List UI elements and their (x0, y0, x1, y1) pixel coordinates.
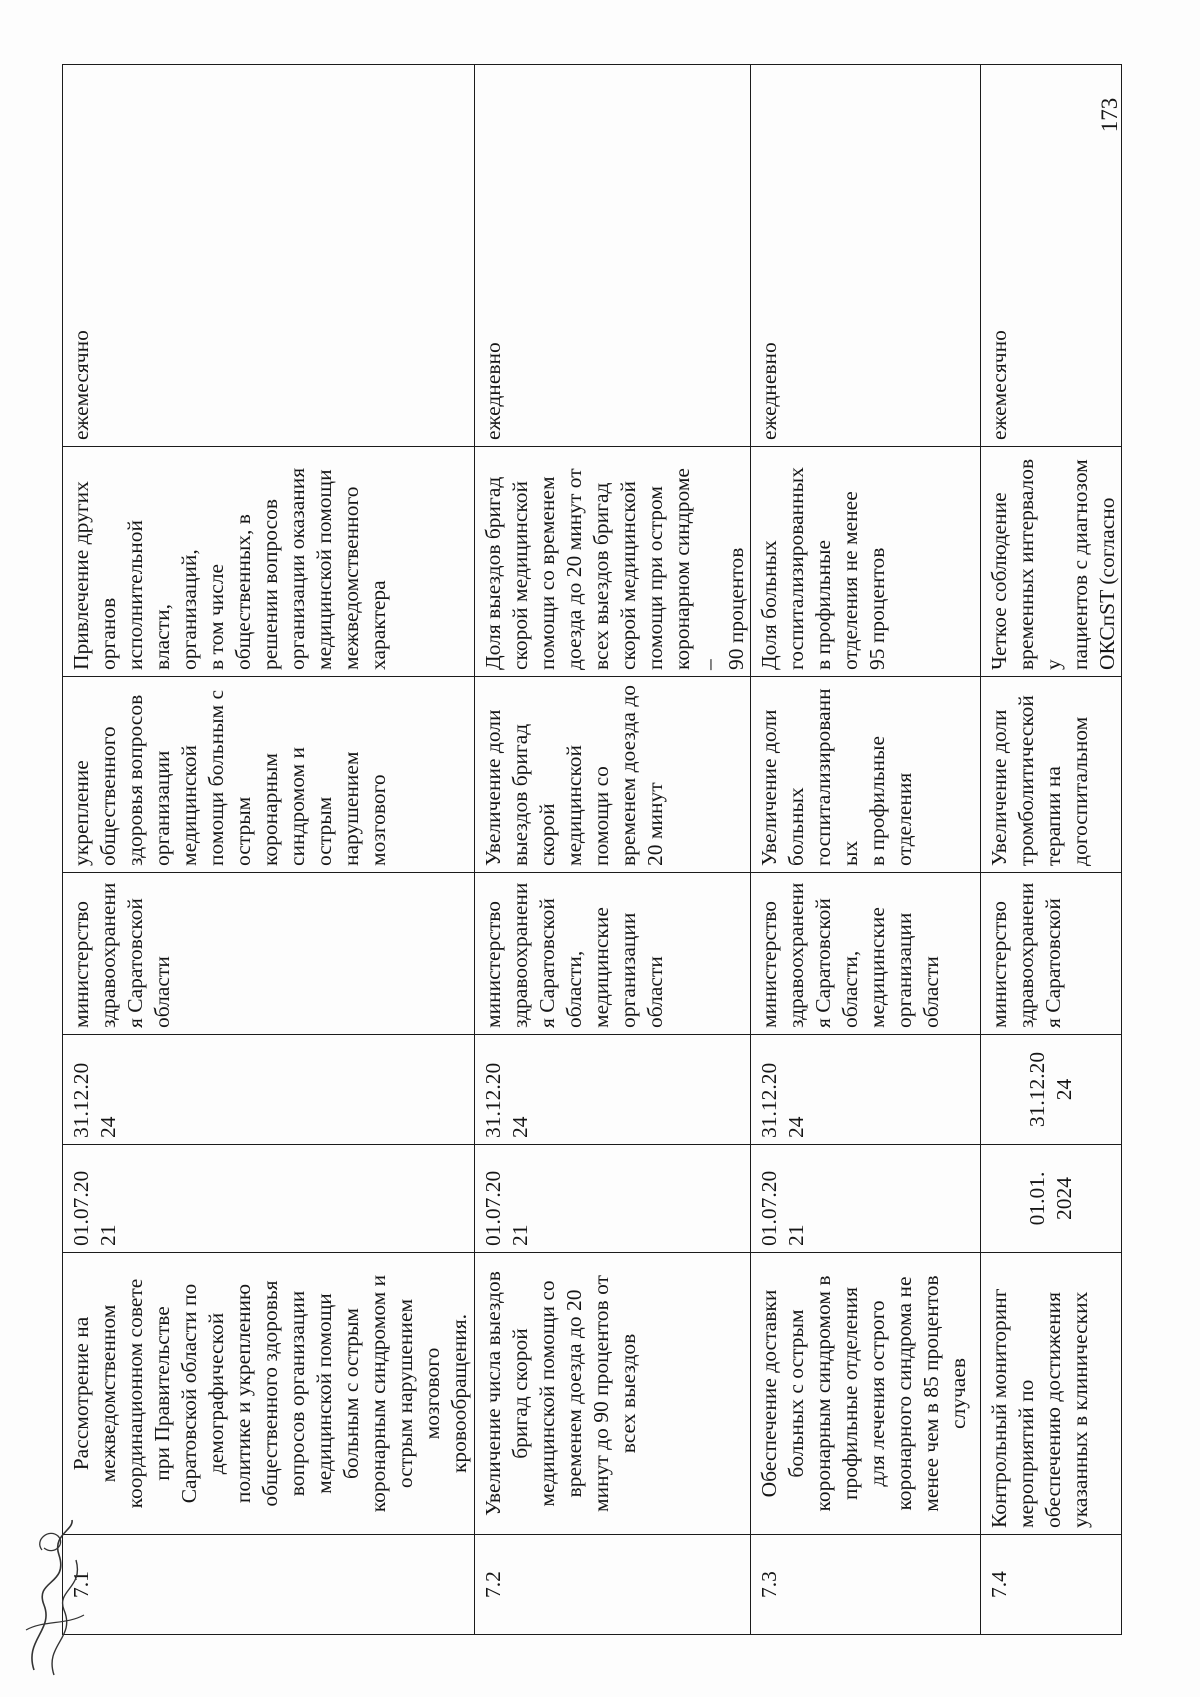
measure-name: Контрольный мониторинг мероприятий по обеспечению достижения указанных в клинических (981, 1253, 1122, 1535)
responsible-party: министерство здравоохранени я Саратовской области, медицинские организации области (475, 873, 751, 1035)
responsible-party: министерство здравоохранени я Саратовской области, медицинские организации области (751, 873, 981, 1035)
frequency: ежедневно (751, 65, 981, 447)
measure-name: Увеличение числа выездов бригад скорой медицинской помощи со временем доезда до 20 минут до 90 процентов от всех выездов (475, 1253, 751, 1535)
row-number: 7.1 (63, 1535, 475, 1635)
end-date: 31.12.20 24 (981, 1035, 1122, 1145)
expected-result: Привлечение других органов исполнительной власти, организаций, в том числе общественных, в решении вопросов организации оказания медицинской помощи межведомственного характера (63, 447, 475, 677)
table-row (751, 65, 981, 1635)
end-date: 31.12.20 24 (63, 1035, 475, 1145)
measure-characteristic: Увеличение доли выездов бригад скорой медицинской помощи со временем доезда до 20 минут (475, 677, 751, 873)
expected-result: Доля больных госпитализированных в профильные отделения не менее 95 процентов (751, 447, 981, 677)
row-number: 7.2 (475, 1535, 751, 1635)
table-row (475, 65, 751, 1635)
table-row (981, 65, 1122, 1635)
end-date: 31.12.20 24 (751, 1035, 981, 1145)
frequency: ежемесячно (981, 65, 1122, 447)
start-date: 01.07.20 21 (63, 1145, 475, 1253)
measure-characteristic: Увеличение доли больных госпитализированн ых в профильные отделения (751, 677, 981, 873)
page-number: 173 (1097, 97, 1122, 133)
frequency: ежемесячно (63, 65, 475, 447)
measure-characteristic: Увеличение доли тромболитической терапии на догоспитальном (981, 677, 1122, 873)
responsible-party: министерство здравоохранени я Саратовской (981, 873, 1122, 1035)
measure-name: Обеспечение доставки больных с острым коронарным синдромом в профильные отделения для лечения острого коронарного синдрома не менее чем в 85 процентов случаев (751, 1253, 981, 1535)
row-number: 7.3 (751, 1535, 981, 1635)
measure-name: Рассмотрение на межведомственном координационном совете при Правительстве Саратовской области по демографической политике и укреплению общественного здоровья вопросов организации медицинской помощи больным с острым коронарным синдромом и острым нарушением мозгового кровообращения. (63, 1253, 475, 1535)
responsible-party: министерство здравоохранени я Саратовской области (63, 873, 475, 1035)
start-date: 01.07.20 21 (751, 1145, 981, 1253)
row-number: 7.4 (981, 1535, 1122, 1635)
start-date: 01.07.20 21 (475, 1145, 751, 1253)
measure-characteristic: укрепление общественного здоровья вопросов организации медицинской помощи больным с острым коронарным синдромом и острым нарушением мозгового (63, 677, 475, 873)
start-date: 01.01. 2024 (981, 1145, 1122, 1253)
action-plan-table (62, 64, 1122, 1635)
expected-result: Четкое соблюдение временных интервалов у пациентов с диагнозом ОКСпST (согласно (981, 447, 1122, 677)
end-date: 31.12.20 24 (475, 1035, 751, 1145)
table-row (63, 65, 475, 1635)
handwritten-signature-icon (14, 1510, 94, 1680)
expected-result: Доля выездов бригад скорой медицинской помощи со временем доезда до 20 минут от всех выездов бригад скорой медицинской помощи при остром коронарном синдроме – 90 процентов (475, 447, 751, 677)
frequency: ежедневно (475, 65, 751, 447)
